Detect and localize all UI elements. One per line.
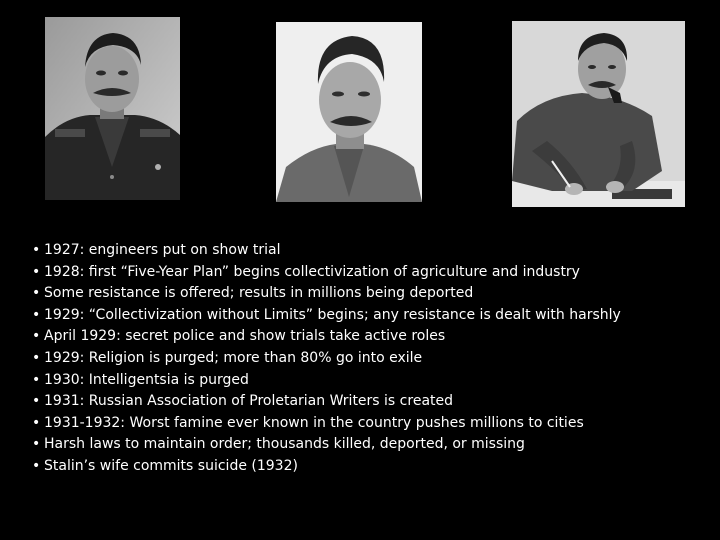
- bullet-text: 1930: Intelligentsia is purged: [44, 371, 249, 388]
- portrait-civilian-photo: [276, 22, 422, 202]
- portrait-uniform-photo: [45, 17, 180, 200]
- bullet-icon: •: [32, 371, 41, 388]
- bullet-icon: •: [32, 263, 41, 280]
- list-item: [32, 240, 621, 262]
- list-item: [32, 391, 621, 413]
- bullet-icon: •: [32, 457, 41, 474]
- list-item: [32, 434, 621, 456]
- list-item: [32, 305, 621, 327]
- list-item: [32, 370, 621, 392]
- list-item: [32, 348, 621, 370]
- portrait-writing-photo: [512, 21, 685, 207]
- bullet-text: Harsh laws to maintain order; thousands killed, deported, or missing: [44, 436, 525, 453]
- list-item: [32, 262, 621, 284]
- bullet-text: Stalin’s wife commits suicide (1932): [44, 457, 298, 474]
- bullet-text: 1927: engineers put on show trial: [44, 242, 281, 258]
- list-item: [32, 413, 621, 435]
- bullet-icon: •: [32, 414, 41, 431]
- bullet-text: 1929: “Collectivization without Limits” begins; any resistance is dealt with harshly: [44, 306, 621, 323]
- list-item: [32, 456, 621, 478]
- bullet-icon: •: [32, 306, 41, 323]
- bullet-icon: •: [32, 285, 41, 302]
- bullet-text: 1931: Russian Association of Proletarian Writers is created: [44, 393, 454, 410]
- bullet-icon: •: [32, 328, 41, 345]
- bullet-list: [32, 240, 621, 478]
- bullet-icon: •: [32, 242, 41, 258]
- bullet-icon: •: [32, 436, 41, 453]
- bullet-text: Some resistance is offered; results in millions being deported: [44, 285, 474, 302]
- list-item: [32, 283, 621, 305]
- bullet-text: 1928: first “Five-Year Plan” begins collectivization of agriculture and industry: [44, 263, 580, 280]
- bullet-icon: •: [32, 393, 41, 410]
- bullet-icon: •: [32, 349, 41, 366]
- list-item: [32, 326, 621, 348]
- bullet-text: 1929: Religion is purged; more than 80% go into exile: [44, 349, 423, 366]
- bullet-text: April 1929: secret police and show trials take active roles: [44, 328, 446, 345]
- bullet-text: 1931-1932: Worst famine ever known in the country pushes millions to cities: [44, 414, 584, 431]
